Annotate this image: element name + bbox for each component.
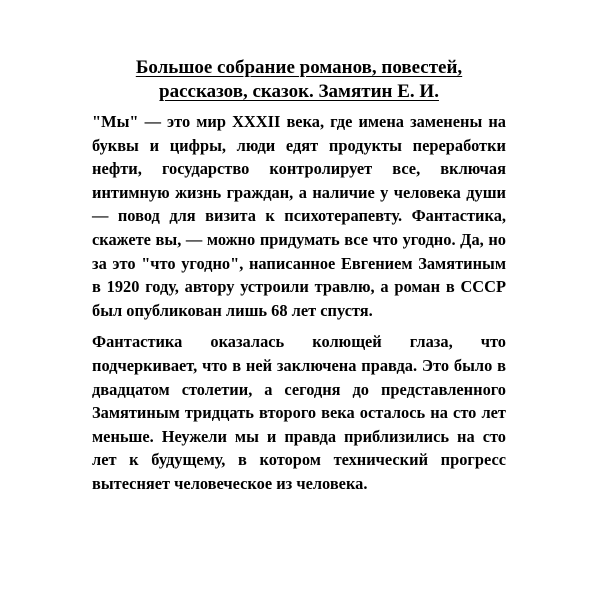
book-title: Большое собрание романов, повестей, рассказов, сказок. Замятин Е. И. (135, 57, 463, 102)
description-paragraph-1: "Мы" — это мир XXXII века, где имена заменены на буквы и цифры, люди едят продукты переработки нефти, государство контролирует все, включая интимную жизнь граждан, а наличие у человека души — повод для визита к психотерапевту. Фантастика, скажете вы, — можно придумать все что угодно. Да, но за это "что угодно", написанное Евгением Замятиным в 1920 году, автору устроили травлю, а роман в СССР был опубликован лишь 68 лет спустя. (92, 112, 506, 320)
description-paragraph-2: Фантастика оказалась колющей глаза, что подчеркивает, что в ней заключена правда. Это было в двадцатом столетии, а сегодня до представленного Замятиным тридцать второго века осталось на сто лет меньше. Неужели мы и правда приблизились на сто лет к будущему, в котором технический прогресс вытесняет человеческое из человека. (92, 332, 506, 493)
book-description (92, 56, 506, 496)
